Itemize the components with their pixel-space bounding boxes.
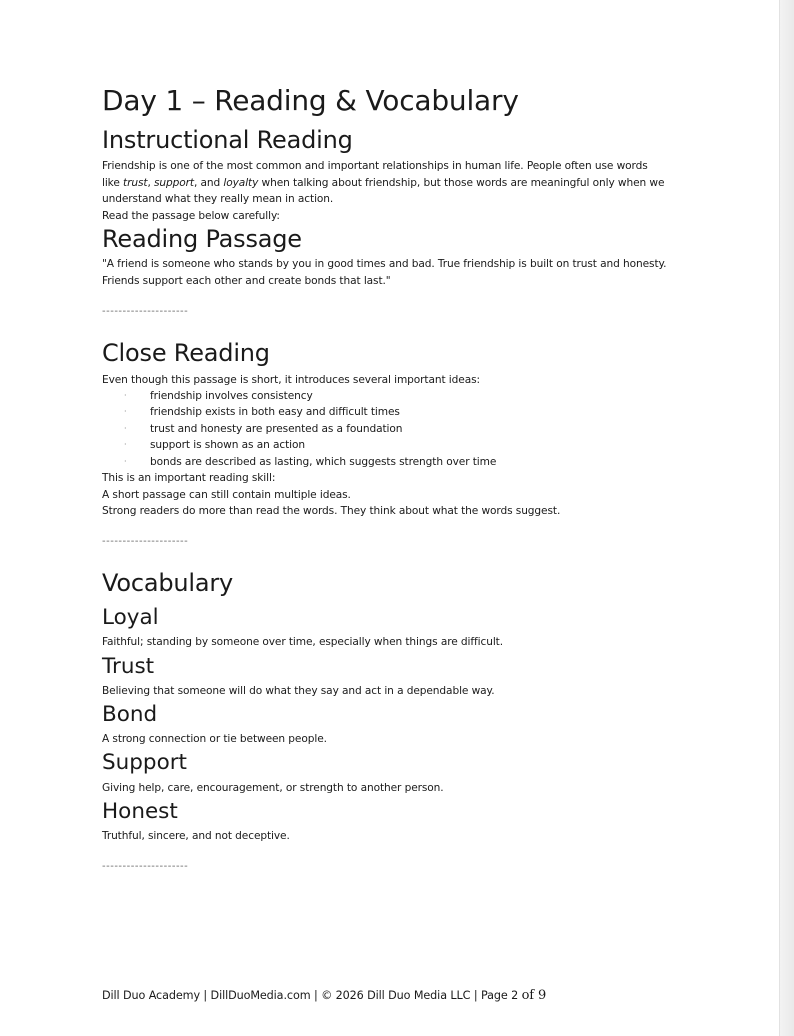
passage-line-2: Friends support each other and create bonds that last." bbox=[102, 274, 391, 287]
separator: --------------------- bbox=[102, 306, 189, 317]
list-item bbox=[124, 404, 496, 420]
list-item-text: bonds are described as lasting, which suggests strength over time bbox=[150, 455, 497, 468]
list-item-text: trust and honesty are presented as a foundation bbox=[150, 422, 403, 435]
vocab-term: Bond bbox=[102, 702, 158, 727]
bullet-dot: · bbox=[124, 440, 127, 450]
vocab-term: Honest bbox=[102, 799, 178, 824]
text-span: , bbox=[147, 176, 154, 189]
reading-passage-heading: Reading Passage bbox=[102, 225, 302, 253]
instructional-line-2 bbox=[102, 175, 664, 192]
text-span: like bbox=[102, 176, 124, 189]
vocab-term: Support bbox=[102, 750, 187, 775]
page-footer bbox=[102, 988, 546, 1003]
vocab-term: Loyal bbox=[102, 605, 159, 630]
close-line-1: This is an important reading skill: bbox=[102, 472, 276, 484]
close-reading-conclusion bbox=[102, 470, 560, 520]
word-loyalty: loyalty bbox=[223, 176, 259, 189]
close-line-2: A short passage can still contain multiple ideas. bbox=[102, 488, 351, 501]
instructional-line-3: understand what they really mean in action. bbox=[102, 193, 334, 205]
close-reading-intro: Even though this passage is short, it introduces several important ideas: bbox=[102, 374, 480, 386]
instructional-reading-heading: Instructional Reading bbox=[102, 126, 353, 154]
vocab-definition: Giving help, care, encouragement, or strength to another person. bbox=[102, 782, 444, 794]
list-item bbox=[124, 388, 496, 404]
bullet-dot: · bbox=[124, 456, 127, 466]
bullet-dot: · bbox=[124, 391, 127, 400]
list-item-text: friendship exists in both easy and difficult times bbox=[150, 406, 400, 419]
vocab-definition: A strong connection or tie between people. bbox=[102, 733, 327, 745]
page-title: Day 1 – Reading & Vocabulary bbox=[102, 84, 519, 117]
word-trust: trust bbox=[123, 176, 148, 189]
text-span: , and bbox=[193, 176, 224, 189]
list-item bbox=[124, 437, 496, 453]
close-reading-list bbox=[124, 388, 496, 470]
vocabulary-heading: Vocabulary bbox=[102, 569, 234, 597]
passage-line-1: "A friend is someone who stands by you in good times and bad. True friendship is built on trust and honesty. bbox=[102, 258, 667, 270]
bullet-dot: · bbox=[124, 423, 127, 433]
vocab-definition: Truthful, sincere, and not deceptive. bbox=[102, 830, 290, 842]
list-item-text: support is shown as an action bbox=[150, 439, 305, 452]
reading-passage-text bbox=[102, 256, 666, 289]
page-count: of 9 bbox=[521, 988, 547, 1003]
instructional-paragraph bbox=[102, 158, 664, 224]
separator: --------------------- bbox=[102, 536, 189, 547]
text-span: when talking about friendship, but those words are meaningful only when we bbox=[258, 176, 665, 189]
list-item bbox=[124, 421, 496, 437]
separator: --------------------- bbox=[102, 861, 189, 872]
vocab-term: Trust bbox=[102, 654, 155, 679]
instructional-line-1: Friendship is one of the most common and important relationships in human life. People often use words bbox=[102, 160, 648, 172]
vocab-definition: Believing that someone will do what they say and act in a dependable way. bbox=[102, 685, 495, 697]
word-support: support bbox=[153, 176, 194, 189]
list-item-text: friendship involves consistency bbox=[150, 390, 313, 402]
instructional-line-4: Read the passage below carefully: bbox=[102, 209, 280, 222]
footer-text: Dill Duo Academy | DillDuoMedia.com | © 2026 Dill Duo Media LLC | Page 2 bbox=[102, 989, 522, 1002]
vocab-definition: Faithful; standing by someone over time, especially when things are difficult. bbox=[102, 636, 503, 648]
close-reading-heading: Close Reading bbox=[102, 339, 270, 367]
bullet-dot: · bbox=[124, 407, 127, 417]
list-item bbox=[124, 454, 496, 470]
page-edge bbox=[779, 0, 794, 1036]
close-line-3: Strong readers do more than read the words. They think about what the words suggest. bbox=[102, 505, 561, 517]
